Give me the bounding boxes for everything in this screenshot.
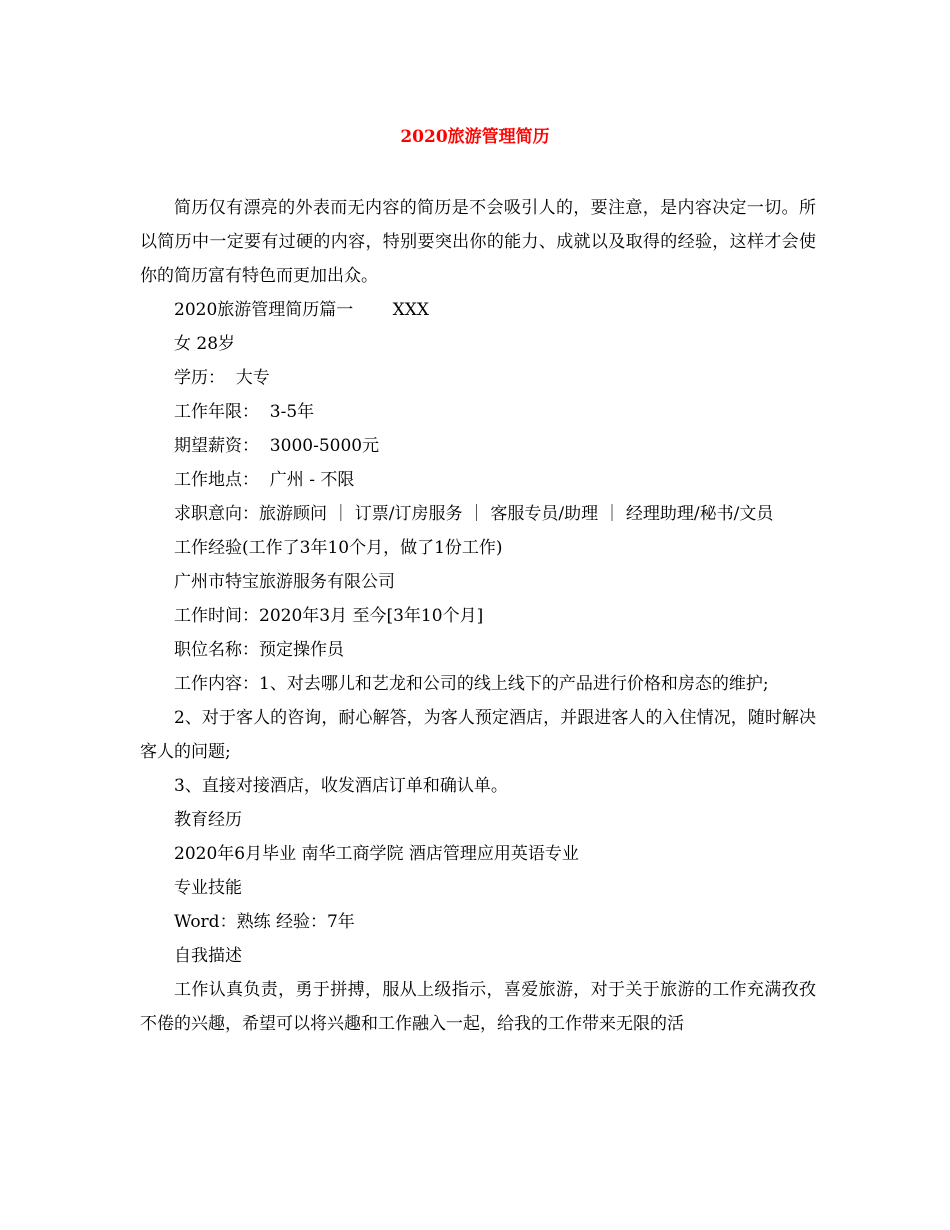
paragraph-gender-age: 女 28岁 (174, 334, 236, 354)
paragraph-resume-heading: 2020旅游管理简历篇一 XXX (174, 300, 429, 320)
paragraph-duty-1: 工作内容：1、对去哪儿和艺龙和公司的线上线下的产品进行价格和房态的维护; (174, 674, 769, 694)
paragraph-duty-3: 3、直接对接酒店，收发酒店订单和确认单。 (174, 776, 508, 796)
paragraph-education-level: 学历： 大专 (174, 368, 270, 388)
document-body (140, 191, 816, 1041)
paragraph-job-intention: 求职意向：旅游顾问 ｜ 订票/订房服务 ｜ 客服专员/助理 ｜ 经理助理/秘书/文员 (174, 504, 774, 524)
paragraph-education-heading: 教育经历 (174, 810, 242, 830)
paragraph-work-location: 工作地点： 广州 - 不限 (174, 470, 355, 490)
paragraph-expected-salary: 期望薪资： 3000-5000元 (174, 436, 380, 456)
paragraph-work-period: 工作时间：2020年3月 至今[3年10个月] (174, 606, 484, 626)
paragraph-self-description: 工作认真负责，勇于拼搏，服从上级指示，喜爱旅游，对于关于旅游的工作充满孜孜不倦的兴趣，希望可以将兴趣和工作融入一起，给我的工作带来无限的活 (140, 980, 816, 1034)
paragraph-education-detail: 2020年6月毕业 南华工商学院 酒店管理应用英语专业 (174, 844, 579, 864)
paragraph-self-description-heading: 自我描述 (174, 946, 242, 966)
document-title: 2020旅游管理简历 (400, 127, 550, 147)
paragraph-work-experience: 工作经验(工作了3年10个月，做了1份工作) (174, 538, 503, 558)
paragraph-job-title: 职位名称：预定操作员 (174, 640, 344, 660)
paragraph-duty-2: 2、对于客人的咨询，耐心解答，为客人预定酒店，并跟进客人的入住情况，随时解决客人的问题; (140, 708, 816, 762)
paragraph-skills-heading: 专业技能 (174, 878, 242, 898)
paragraph-work-years: 工作年限： 3-5年 (174, 402, 315, 422)
paragraph-intro: 简历仅有漂亮的外表而无内容的简历是不会吸引人的，要注意，是内容决定一切。所以简历中一定要有过硬的内容，特别要突出你的能力、成就以及取得的经验，这样才会使你的简历富有特色而更加出众。 (140, 198, 816, 286)
paragraph-company: 广州市特宝旅游服务有限公司 (174, 572, 395, 592)
paragraph-skills-detail: Word：熟练 经验：7年 (174, 912, 355, 932)
